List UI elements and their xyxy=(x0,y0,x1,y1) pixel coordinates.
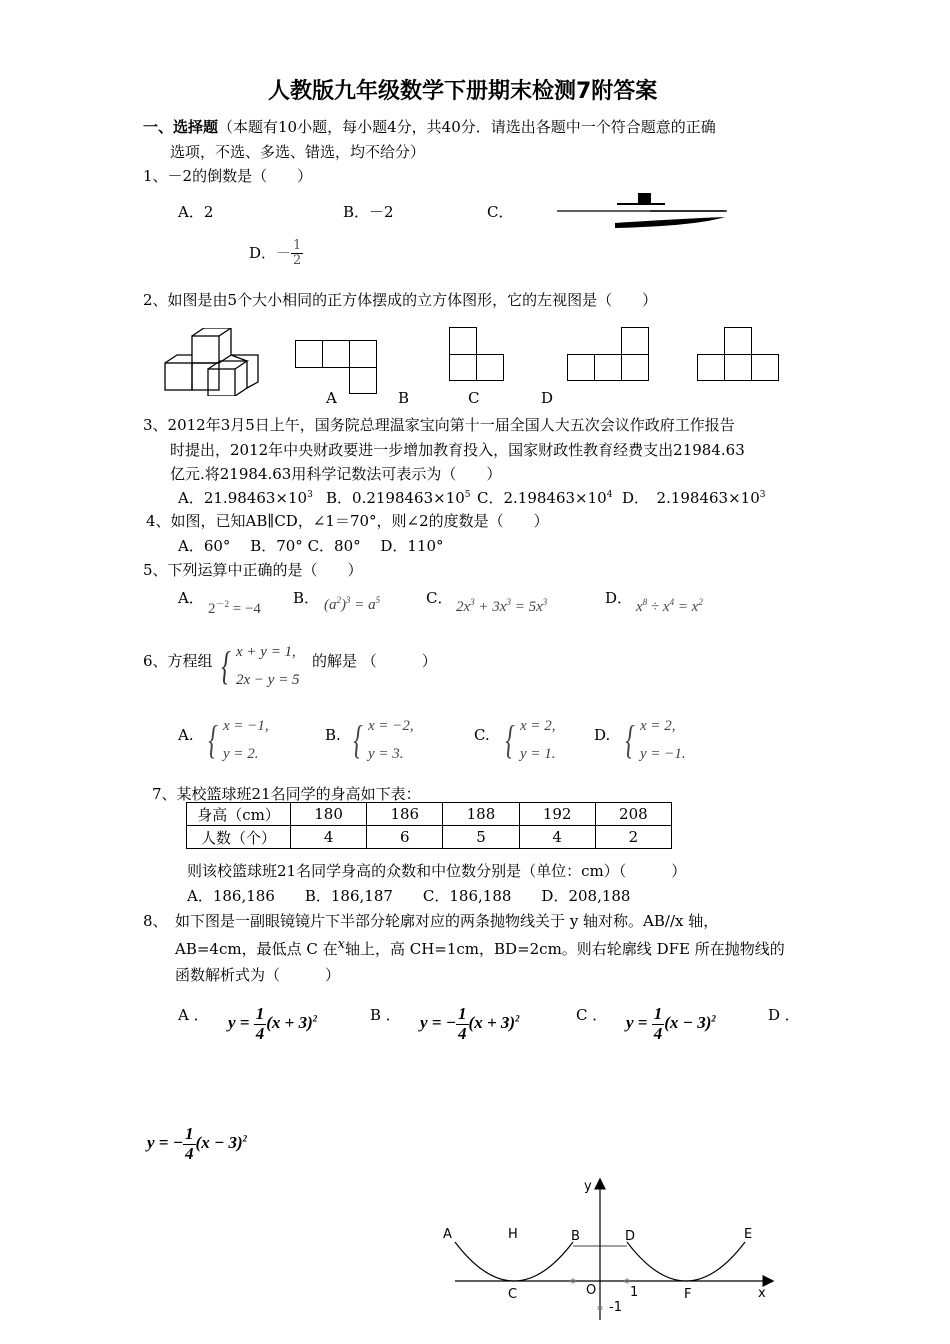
table-cell: 身高（cm） xyxy=(187,803,291,826)
q5-b-expr xyxy=(324,595,380,614)
q2-label-b: B xyxy=(398,389,410,407)
q3-option-d xyxy=(622,487,766,508)
q6-a-label: A. xyxy=(178,726,194,744)
q5-c-3: = 5x xyxy=(510,599,543,615)
q5-a-label: A． xyxy=(178,589,204,607)
brace-icon: { xyxy=(221,643,231,688)
q6-a1: x = −1, xyxy=(223,718,269,734)
q6-eq1: x + y = 1, xyxy=(236,644,296,660)
q8-c-num: 1 xyxy=(653,1004,663,1023)
graph-point-d: D xyxy=(625,1229,636,1244)
q7-height-table xyxy=(186,802,672,849)
section-heading xyxy=(143,116,716,137)
q8-line3: 函数解析式为（ ） xyxy=(175,966,341,984)
q6-a-system xyxy=(205,712,269,768)
q5-c-e1: 3 xyxy=(470,597,475,607)
q5-b-2: ) xyxy=(341,597,346,613)
q8-line2-x: x xyxy=(337,937,345,952)
q8-d-post: (x − 3) xyxy=(195,1133,243,1153)
graph-x-label: x xyxy=(758,1286,766,1301)
q5-a-base: 2 xyxy=(208,601,216,617)
q8-parabola-graph xyxy=(430,1170,790,1344)
q5-c-1: 2x xyxy=(456,599,471,615)
q3-c-text: C．2.198463×10 xyxy=(477,489,607,507)
q2-a-square xyxy=(349,340,377,368)
q1-d-den: 2 xyxy=(293,253,302,269)
q2-d-square xyxy=(567,354,595,381)
q5-b-label: B． xyxy=(293,589,320,607)
q6-b2: y = 3. xyxy=(368,746,404,762)
q3-c-exp: 4 xyxy=(606,490,613,500)
q8-c-expr xyxy=(626,1005,716,1043)
q2-e-square xyxy=(724,354,752,381)
q6-b-system xyxy=(350,712,414,768)
q3-b-text: B．0.2198463×10 xyxy=(326,489,465,507)
q3-a-exp: 3 xyxy=(307,490,313,500)
q6-stem-suffix: 的解是 （ ） xyxy=(312,652,437,670)
q8-c-den: 4 xyxy=(653,1023,663,1043)
q2-e-square xyxy=(751,354,779,381)
q5-c-e3: 3 xyxy=(542,597,548,607)
q6-a2: y = 2. xyxy=(223,746,259,762)
q3-d-text: D． 2.198463×10 xyxy=(622,489,760,507)
q8-b-label: B ． xyxy=(370,1006,401,1024)
graph-y-label: y xyxy=(584,1179,592,1194)
q2-label-c: C xyxy=(468,389,480,407)
q3-d-exp: 3 xyxy=(759,490,766,500)
q8-d-den: 4 xyxy=(185,1143,194,1163)
graph-tick-one: 1 xyxy=(630,1285,639,1300)
table-cell: 186 xyxy=(367,803,443,826)
q7-stem: 7、某校篮球班21名同学的身高如下表： xyxy=(152,785,421,803)
table-cell: 180 xyxy=(291,803,367,826)
q1-stem: 1、－2的倒数是（ ） xyxy=(143,167,313,185)
q1-option-d-fraction xyxy=(291,239,303,269)
q2-c-square xyxy=(449,327,477,355)
graph-point-a: A xyxy=(443,1227,452,1242)
q8-b-post: (x + 3) xyxy=(468,1013,516,1033)
q5-d-e1: 8 xyxy=(642,597,648,607)
q6-c-label: C. xyxy=(474,726,490,744)
q8-a-frac xyxy=(254,1005,267,1043)
graph-point-f: F xyxy=(684,1287,692,1302)
section-desc-1: （本题有10小题，每小题4分，共40分．请选出各题中一个符合题意的正确 xyxy=(218,118,716,136)
page-title: 人教版九年级数学下册期末检测7附答案 xyxy=(268,79,658,104)
section-desc-2: 选项，不选、多选、错选，均不给分） xyxy=(170,143,426,161)
q8-b-num: 1 xyxy=(458,1004,467,1023)
q8-c-sq: 2 xyxy=(711,1013,716,1024)
q3-a-text: A．21.98463×10 xyxy=(178,489,308,507)
q1-d-num: 1 xyxy=(293,238,302,253)
q6-d1: x = 2, xyxy=(640,718,676,734)
q3-option-b xyxy=(326,487,471,508)
q8-d-num: 1 xyxy=(185,1124,194,1143)
q5-b-e2: 3 xyxy=(346,595,351,605)
q8-d-frac xyxy=(183,1125,196,1163)
q1-option-c-smudge-image xyxy=(555,190,730,232)
q2-e-square xyxy=(724,327,752,355)
q8-a-pre: y = xyxy=(228,1013,254,1033)
right-parabola xyxy=(627,1242,745,1281)
q5-d-e3: 2 xyxy=(698,597,703,607)
q7-options: A．186,186 B．186,187 C．186,188 D．208,188 xyxy=(187,887,631,905)
q2-d-square xyxy=(621,354,649,381)
q5-c-label: C． xyxy=(426,589,453,607)
graph-origin: O xyxy=(586,1283,597,1298)
q8-b-den: 4 xyxy=(458,1023,467,1043)
q6-d-system xyxy=(622,712,686,768)
q8-d-label: D ． xyxy=(768,1006,800,1024)
q5-d-2: ÷ x xyxy=(647,599,670,615)
q8-line2 xyxy=(175,937,785,959)
q8-a-expr xyxy=(228,1005,317,1043)
q6-c-system xyxy=(502,712,556,768)
q4-stem: 4、如图，已知AB∥CD，∠1＝70°，则∠2的度数是（ ） xyxy=(146,512,549,530)
graph-point-h: H xyxy=(508,1227,518,1242)
q5-d-1: x xyxy=(636,599,643,615)
table-cell: 188 xyxy=(443,803,519,826)
q5-a-expr xyxy=(208,597,261,618)
q5-a-rest: = −4 xyxy=(229,601,261,617)
q2-d-square xyxy=(594,354,622,381)
q5-d-e2: 4 xyxy=(669,597,675,607)
table-row xyxy=(187,826,672,849)
table-cell: 192 xyxy=(519,803,595,826)
q1-option-d-label: D． xyxy=(249,243,277,262)
q6-d-label: D. xyxy=(594,726,611,744)
q2-d-square xyxy=(621,327,649,355)
table-cell: 4 xyxy=(291,826,367,849)
q8-line2-a: AB=4cm，最低点 C 在 xyxy=(175,940,338,958)
q8-b-sq: 2 xyxy=(515,1013,520,1024)
q2-label-d: D xyxy=(541,389,554,407)
brace-icon: { xyxy=(353,717,363,762)
brace-icon: { xyxy=(505,717,515,762)
q5-b-3: = a xyxy=(350,597,376,613)
graph-tick-neg-one: -1 xyxy=(609,1300,622,1315)
q2-e-square xyxy=(697,354,725,381)
graph-point-c: C xyxy=(508,1287,518,1302)
q5-b-1: (a xyxy=(324,597,337,613)
q1-option-d xyxy=(249,239,303,269)
q1-option-b: B．－2 xyxy=(343,203,394,221)
table-cell: 6 xyxy=(367,826,443,849)
q1-option-d-sign: － xyxy=(276,243,292,262)
q7-question: 则该校篮球班21名同学身高的众数和中位数分别是（单位：cm）（ ） xyxy=(187,862,687,880)
q8-a-label: A ． xyxy=(178,1006,209,1024)
brace-icon: { xyxy=(208,717,218,762)
q8-a-post: (x + 3) xyxy=(266,1013,313,1033)
q3-option-a xyxy=(178,487,313,508)
q6-b-label: B. xyxy=(325,726,341,744)
q8-d-expr xyxy=(147,1125,247,1163)
section-label: 一、选择题 xyxy=(143,118,219,136)
q8-b-expr xyxy=(420,1005,520,1043)
q8-d-pre: y = − xyxy=(147,1133,184,1153)
q3-line2: 时提出，2012年中央财政要进一步增加教育投入，国家财政性教育经费支出21984.63 xyxy=(170,441,745,459)
q6-c2: y = 1. xyxy=(520,746,556,762)
q8-line1: 8、 如下图是一副眼镜镜片下半部分轮廓对应的两条抛物线关于 y 轴对称。AB//x 轴， xyxy=(143,912,719,930)
q5-d-label: D． xyxy=(605,589,633,607)
q8-line2-b: 轴上，高 CH=1cm，BD=2cm。则右轮廓线 DFE 所在抛物线的 xyxy=(344,940,785,958)
q8-a-den: 4 xyxy=(255,1023,265,1043)
q5-c-e2: 3 xyxy=(506,597,511,607)
brace-icon: { xyxy=(625,717,635,762)
table-row xyxy=(187,803,672,826)
q2-stem: 2、如图是由5个大小相同的正方体摆成的立方体图形，它的左视图是（ ） xyxy=(143,291,658,309)
q2-a-square xyxy=(295,340,323,368)
table-cell: 人数（个） xyxy=(187,826,291,849)
q6-system xyxy=(218,638,300,694)
left-parabola xyxy=(455,1242,573,1281)
graph-point-e: E xyxy=(744,1227,753,1242)
table-cell: 208 xyxy=(595,803,671,826)
q8-b-frac xyxy=(456,1005,469,1043)
q5-c-2: + 3x xyxy=(474,599,507,615)
q2-label-a: A xyxy=(326,389,337,407)
q5-b-e1: 2 xyxy=(336,595,341,605)
q3-b-exp: 5 xyxy=(464,490,471,500)
q8-c-frac xyxy=(652,1005,665,1043)
graph-point-b: B xyxy=(571,1229,580,1244)
q6-eq2: 2x − y = 5 xyxy=(236,672,300,688)
q1-option-c: C． xyxy=(487,203,514,221)
q6-c1: x = 2, xyxy=(520,718,556,734)
q8-a-sq: 2 xyxy=(312,1013,318,1024)
q8-c-post: (x − 3) xyxy=(664,1013,712,1033)
q5-d-expr xyxy=(636,597,703,616)
table-cell: 5 xyxy=(443,826,519,849)
q2-a-square xyxy=(349,367,377,394)
q8-c-label: C ． xyxy=(576,1006,608,1024)
q5-c-expr xyxy=(456,597,547,616)
q4-options: A．60° B．70° C．80° D．110° xyxy=(178,537,444,555)
q3-line3: 亿元.将21984.63用科学记数法可表示为（ ） xyxy=(170,465,502,483)
q5-stem: 5、下列运算中正确的是（ ） xyxy=(143,561,363,579)
q5-a-exp: －2 xyxy=(215,599,230,609)
q5-d-3: = x xyxy=(674,599,699,615)
q2-cube-figure xyxy=(160,328,270,396)
q5-b-e3: 5 xyxy=(375,595,381,605)
table-cell: 2 xyxy=(595,826,671,849)
q6-b1: x = −2, xyxy=(368,718,414,734)
q6-d2: y = −1. xyxy=(640,746,686,762)
q1-option-a: A．2 xyxy=(178,203,214,221)
q3-line1: 3、2012年3月5日上午，国务院总理温家宝向第十一届全国人大五次会议作政府工作报告 xyxy=(143,416,735,434)
q2-a-square xyxy=(322,340,350,368)
q8-a-num: 1 xyxy=(255,1004,265,1023)
table-cell: 4 xyxy=(519,826,595,849)
q8-c-pre: y = xyxy=(626,1013,652,1033)
q2-c-square xyxy=(449,354,477,381)
q6-stem-prefix: 6、方程组 xyxy=(143,652,213,670)
q8-d-sq: 2 xyxy=(242,1133,248,1144)
q8-b-pre: y = − xyxy=(420,1013,457,1033)
q2-c-square xyxy=(476,354,504,381)
q3-option-c xyxy=(477,487,612,508)
